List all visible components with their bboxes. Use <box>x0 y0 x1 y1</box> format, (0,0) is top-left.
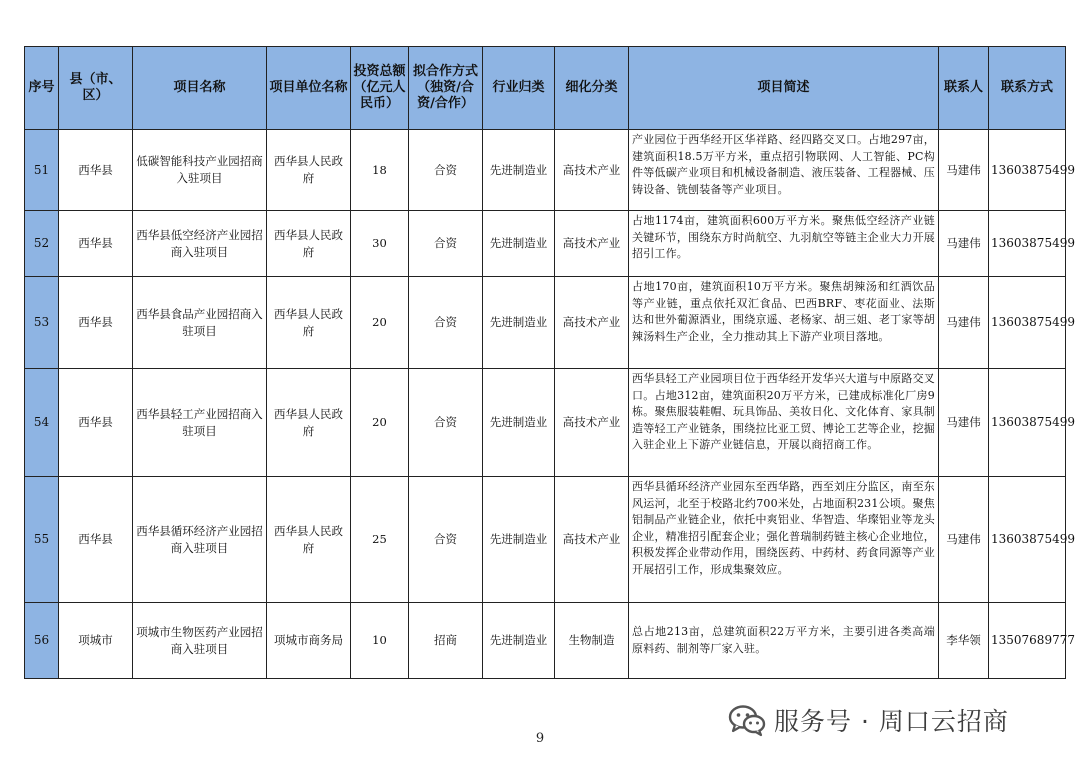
header-investment: 投资总额（亿元人民币） <box>351 47 409 130</box>
row-index: 54 <box>25 369 59 477</box>
row-unit-name: 项城市商务局 <box>267 603 351 679</box>
row-unit-name: 西华县人民政府 <box>267 369 351 477</box>
row-industry: 先进制造业 <box>483 369 555 477</box>
header-project-name: 项目名称 <box>133 47 267 130</box>
row-phone: 13603875499 <box>989 277 1066 369</box>
row-phone: 13603875499 <box>989 211 1066 277</box>
row-phone: 13603875499 <box>989 130 1066 211</box>
row-county: 西华县 <box>59 277 133 369</box>
row-industry: 先进制造业 <box>483 211 555 277</box>
row-cooperation-mode: 合资 <box>409 277 483 369</box>
row-contact: 马建伟 <box>939 369 989 477</box>
row-project-name: 西华县食品产业园招商入驻项目 <box>133 277 267 369</box>
row-index: 51 <box>25 130 59 211</box>
header-county: 县（市、区） <box>59 47 133 130</box>
row-description: 西华县循环经济产业园东至西华路，西至刘庄分监区，南至东风运河，北至于校路北约700米处，占地面积231公顷。聚焦铝制品产业链企业，依托中爽铝业、华智造、华璨铝业等龙头企业，精准招引配套企业；强化普瑞制药链主核心企业地位，积极发挥企业带动作用，围绕医药、中药材、药食同源等产业开展招引工作，形成集聚效应。 <box>629 477 939 603</box>
row-category: 高技术产业 <box>555 277 629 369</box>
row-category: 高技术产业 <box>555 211 629 277</box>
row-investment: 30 <box>351 211 409 277</box>
row-index: 53 <box>25 277 59 369</box>
row-contact: 马建伟 <box>939 477 989 603</box>
row-description: 占地1174亩，建筑面积600万平方米。聚焦低空经济产业链关键环节，围绕东方时尚航空、九羽航空等链主企业大力开展招引工作。 <box>629 211 939 277</box>
header-contact: 联系人 <box>939 47 989 130</box>
row-unit-name: 西华县人民政府 <box>267 277 351 369</box>
table-row <box>25 603 1066 679</box>
row-phone: 13507689777 <box>989 603 1066 679</box>
row-description: 产业园位于西华经开区华祥路、经四路交叉口。占地297亩，建筑面积18.5万平方米，重点招引物联网、人工智能、PC构件等低碳产业项目和机械设备制造、液压装备、工程器械、压铸设备、铣刨装备等产业项目。 <box>629 130 939 211</box>
row-contact: 马建伟 <box>939 211 989 277</box>
row-category: 高技术产业 <box>555 369 629 477</box>
row-county: 西华县 <box>59 477 133 603</box>
row-cooperation-mode: 合资 <box>409 369 483 477</box>
row-investment: 10 <box>351 603 409 679</box>
row-industry: 先进制造业 <box>483 477 555 603</box>
table-row <box>25 369 1066 477</box>
table-row <box>25 477 1066 603</box>
row-industry: 先进制造业 <box>483 603 555 679</box>
investment-project-table-container <box>24 46 1075 679</box>
row-contact: 马建伟 <box>939 277 989 369</box>
row-unit-name: 西华县人民政府 <box>267 477 351 603</box>
row-project-name: 西华县循环经济产业园招商入驻项目 <box>133 477 267 603</box>
header-category: 细化分类 <box>555 47 629 130</box>
watermark-text: 服务号 · 周口云招商 <box>774 707 1009 736</box>
row-county: 西华县 <box>59 211 133 277</box>
table-row <box>25 130 1066 211</box>
row-contact: 李华领 <box>939 603 989 679</box>
row-cooperation-mode: 招商 <box>409 603 483 679</box>
row-description: 占地170亩，建筑面积10万平方米。聚焦胡辣汤和红酒饮品等产业链，重点依托双汇食品、巴西BRF、枣花面业、法斯达和世外葡源酒业，围绕京遥、老杨家、胡三姐、老丁家等胡辣汤料生产企业，全力推动其上下游产业项目落地。 <box>629 277 939 369</box>
row-county: 西华县 <box>59 130 133 211</box>
table-row <box>25 211 1066 277</box>
row-county: 项城市 <box>59 603 133 679</box>
header-unit-name: 项目单位名称 <box>267 47 351 130</box>
row-industry: 先进制造业 <box>483 130 555 211</box>
header-index: 序号 <box>25 47 59 130</box>
row-phone: 13603875499 <box>989 369 1066 477</box>
row-cooperation-mode: 合资 <box>409 211 483 277</box>
row-investment: 20 <box>351 369 409 477</box>
row-investment: 25 <box>351 477 409 603</box>
row-category: 高技术产业 <box>555 130 629 211</box>
table-row <box>25 277 1066 369</box>
investment-project-table <box>24 46 1075 679</box>
header-phone: 联系方式 <box>989 47 1066 130</box>
row-phone: 13603875499 <box>989 477 1066 603</box>
header-cooperation-mode: 拟合作方式（独资/合资/合作） <box>409 47 483 130</box>
row-project-name: 西华县轻工产业园招商入驻项目 <box>133 369 267 477</box>
row-project-name: 西华县低空经济产业园招商入驻项目 <box>133 211 267 277</box>
row-project-name: 项城市生物医药产业园招商入驻项目 <box>133 603 267 679</box>
row-category: 生物制造 <box>555 603 629 679</box>
row-contact: 马建伟 <box>939 130 989 211</box>
row-investment: 20 <box>351 277 409 369</box>
row-investment: 18 <box>351 130 409 211</box>
row-description: 总占地213亩，总建筑面积22万平方米，主要引进各类高端原料药、制剂等厂家入驻。 <box>629 603 939 679</box>
row-county: 西华县 <box>59 369 133 477</box>
row-cooperation-mode: 合资 <box>409 130 483 211</box>
row-industry: 先进制造业 <box>483 277 555 369</box>
row-description: 西华县轻工产业园项目位于西华经开发华兴大道与中原路交叉口。占地312亩，建筑面积20万平方米，已建成标准化厂房9栋。聚焦服装鞋帽、玩具饰品、美妆日化、文化体育、家具制造等轻工产业链条，围绕拉比亚工贸、博论工艺等企业，挖掘入驻企业上下游产业链信息，开展以商招商工作。 <box>629 369 939 477</box>
header-industry: 行业归类 <box>483 47 555 130</box>
row-index: 55 <box>25 477 59 603</box>
row-unit-name: 西华县人民政府 <box>267 211 351 277</box>
row-category: 高技术产业 <box>555 477 629 603</box>
row-index: 56 <box>25 603 59 679</box>
header-description: 项目简述 <box>629 47 939 130</box>
row-project-name: 低碳智能科技产业园招商入驻项目 <box>133 130 267 211</box>
page-number: 9 <box>535 731 545 746</box>
row-index: 52 <box>25 211 59 277</box>
row-unit-name: 西华县人民政府 <box>267 130 351 211</box>
row-cooperation-mode: 合资 <box>409 477 483 603</box>
table-header-row <box>25 47 1066 130</box>
